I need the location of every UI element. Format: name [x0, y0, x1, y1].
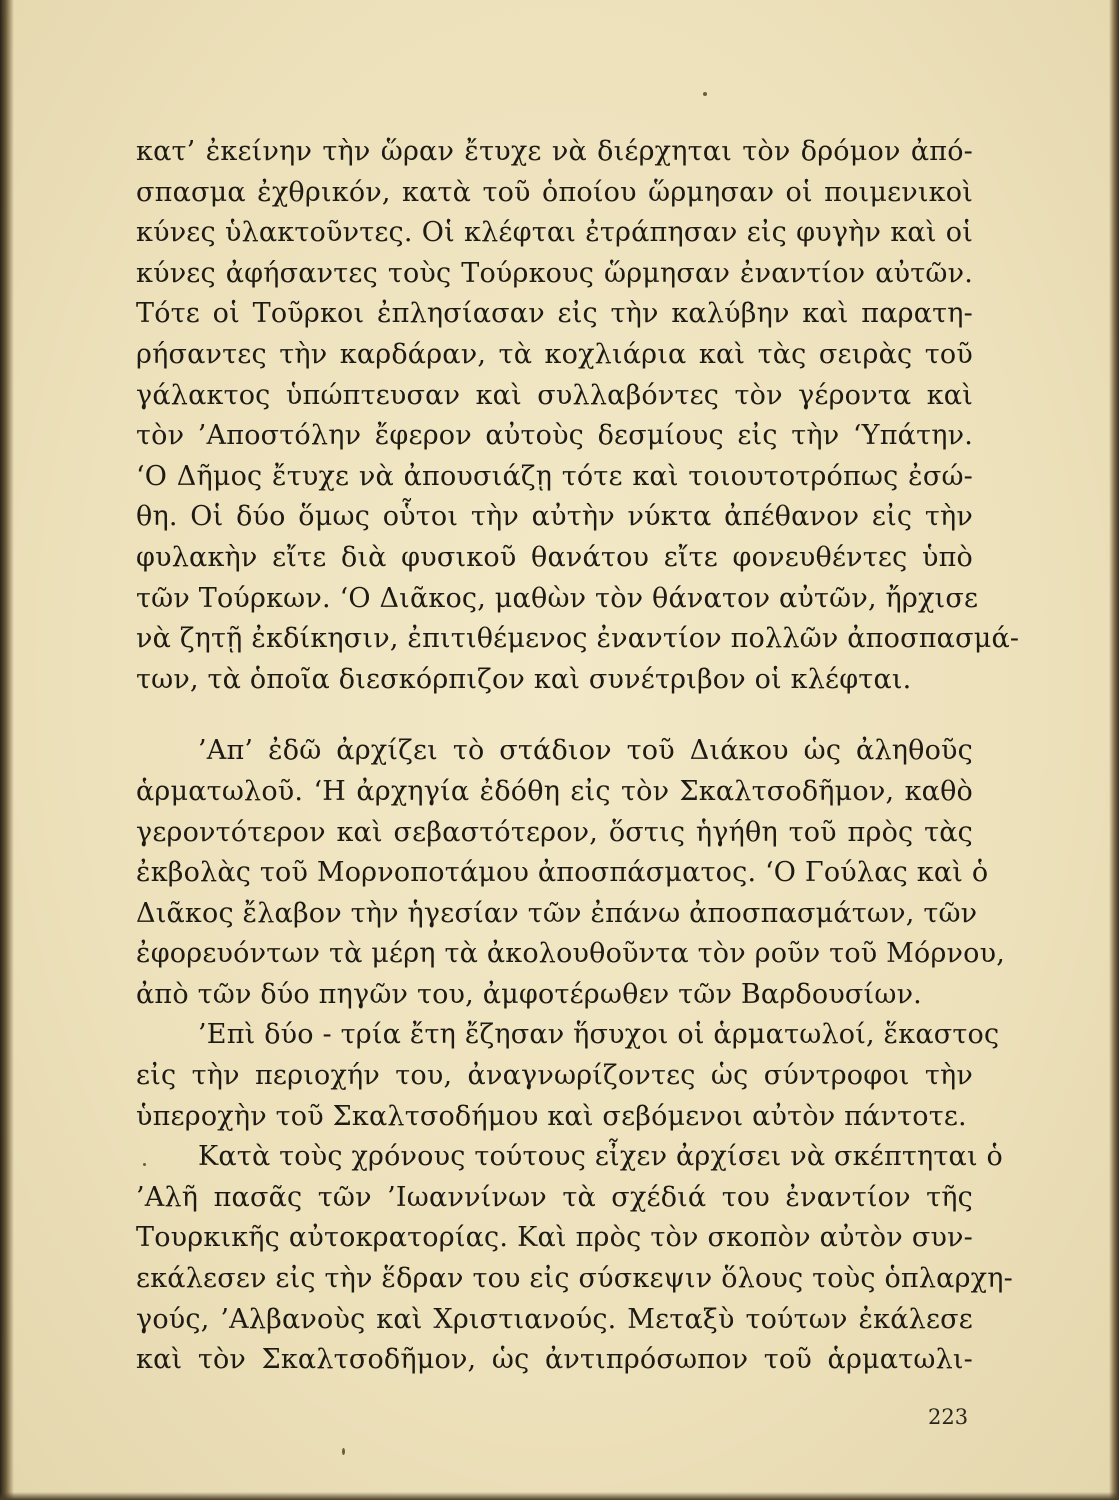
text-line: καὶ τὸν Σκαλτσοδῆμον, ὡς ἀντιπρόσωπον τοῦ ἁρματωλι-	[136, 1344, 973, 1376]
text-line: νὰ ζητῇ ἐκδίκησιν, ἐπιτιθέμενος ἐναντίον πολλῶν ἀποσπασμά-	[136, 623, 1020, 655]
paragraph-1	[136, 132, 1020, 700]
page-binding-shadow	[0, 0, 14, 1500]
text-line: ’Επὶ δύο - τρία ἔτη ἔζησαν ἥσυχοι οἱ ἁρματωλοί, ἕκαστος	[198, 1019, 1000, 1051]
text-line: ἀπὸ τῶν δύο πηγῶν του, ἀμφοτέρωθεν τῶν Βαρδουσίων.	[136, 978, 922, 1010]
page-right-edge	[1109, 0, 1119, 1500]
ink-speck	[703, 92, 707, 96]
text-line: γάλακτος ὑπώπτευσαν καὶ συλλαβόντες τὸν γέροντα καὶ	[136, 379, 973, 411]
text-line: τῶν Τούρκων. ‘Ο Διᾶκος, μαθὼν τὸν θάνατον αὐτῶν, ἤρχισε	[136, 582, 979, 614]
text-line: ἐκβολὰς τοῦ Μορνοποτάμου ἀποσπάσματος. ‘Ο Γούλας καὶ ὁ	[136, 857, 989, 889]
text-line: Κατὰ τοὺς χρόνους τούτους εἶχεν ἀρχίσει νὰ σκέπτηται ὁ	[198, 1141, 1003, 1173]
text-line: κύνες ὑλακτοῦντες. Οἱ κλέφται ἐτράπησαν εἰς φυγὴν καὶ οἱ	[136, 217, 973, 249]
text-line: γούς, ’Αλβανοὺς καὶ Χριστιανούς. Μεταξὺ τούτων ἐκάλεσε	[136, 1303, 973, 1335]
text-line: ὑπεροχὴν τοῦ Σκαλτσοδήμου καὶ σεβόμενοι αὐτὸν πάντοτε.	[136, 1100, 967, 1132]
paragraph-3	[136, 1015, 1000, 1137]
text-line: Διᾶκος ἔλαβον τὴν ἡγεσίαν τῶν ἐπάνω ἀποσπασμάτων, τῶν	[136, 897, 978, 929]
text-line: κύνες ἀφήσαντες τοὺς Τούρκους ὥρμησαν ἐναντίον αὐτῶν.	[136, 257, 973, 289]
body-text	[136, 132, 1020, 1381]
page-bottom-edge	[0, 1492, 1119, 1500]
text-line: εκάλεσεν εἰς τὴν ἕδραν του εἰς σύσκεψιν ὅλους τοὺς ὁπλαρχη-	[136, 1263, 1013, 1295]
text-line: εἰς τὴν περιοχήν του, ἀναγνωρίζοντες ὡς σύντροφοι τὴν	[136, 1060, 973, 1092]
text-line: ρήσαντες τὴν καρδάραν, τὰ κοχλιάρια καὶ τὰς σειρὰς τοῦ	[136, 338, 973, 370]
paragraph-2	[136, 731, 1006, 1015]
paragraph-gap	[136, 700, 973, 731]
text-line: σπασμα ἐχθρικόν, κατὰ τοῦ ὁποίου ὥρμησαν οἱ ποιμενικοὶ	[136, 176, 973, 208]
text-line: ἐφορευόντων τὰ μέρη τὰ ἀκολουθοῦντα τὸν ροῦν τοῦ Μόρνου,	[136, 938, 1006, 970]
text-line: ’Αλῆ πασᾶς τῶν ’Ιωαννίνων τὰ σχέδιά του ἐναντίον τῆς	[136, 1181, 973, 1213]
ink-speck	[342, 1448, 345, 1455]
page-number: 223	[928, 1405, 969, 1429]
text-line: Τουρκικῆς αὐτοκρατορίας. Καὶ πρὸς τὸν σκοπὸν αὐτὸν συν-	[136, 1222, 973, 1254]
text-line: των, τὰ ὁποῖα διεσκόρπιζον καὶ συνέτριβον οἱ κλέφται.	[136, 663, 912, 695]
text-line: Τότε οἱ Τοῦρκοι ἐπλησίασαν εἰς τὴν καλύβην καὶ παρατη-	[136, 298, 973, 330]
text-line: ‘Ο Δῆμος ἔτυχε νὰ ἀπουσιάζῃ τότε καὶ τοιουτοτρόπως ἐσώ-	[136, 460, 973, 492]
paragraph-4	[136, 1137, 1013, 1381]
text-line: γεροντότερον καὶ σεβαστότερον, ὅστις ἡγήθη τοῦ πρὸς τὰς	[136, 816, 973, 848]
text-line: τὸν ’Αποστόλην ἔφερον αὐτοὺς δεσμίους εἰς τὴν ‘Υπάτην.	[136, 420, 973, 452]
text-line: θη. Οἱ δύο ὅμως οὗτοι τὴν αὐτὴν νύκτα ἀπέθανον εἰς τὴν	[136, 501, 973, 533]
text-line: ἁρματωλοῦ. ‘Η ἀρχηγία ἐδόθη εἰς τὸν Σκαλτσοδῆμον, καθὸ	[136, 775, 973, 807]
text-line: ’Απ’ ἐδῶ ἀρχίζει τὸ στάδιον τοῦ Διάκου ὡς ἀληθοῦς	[198, 735, 973, 767]
text-line: κατ’ ἐκείνην τὴν ὥραν ἔτυχε νὰ διέρχηται τὸν δρόμον ἀπό-	[136, 136, 973, 167]
text-line: φυλακὴν εἴτε διὰ φυσικοῦ θανάτου εἴτε φονευθέντες ὑπὸ	[136, 541, 973, 573]
